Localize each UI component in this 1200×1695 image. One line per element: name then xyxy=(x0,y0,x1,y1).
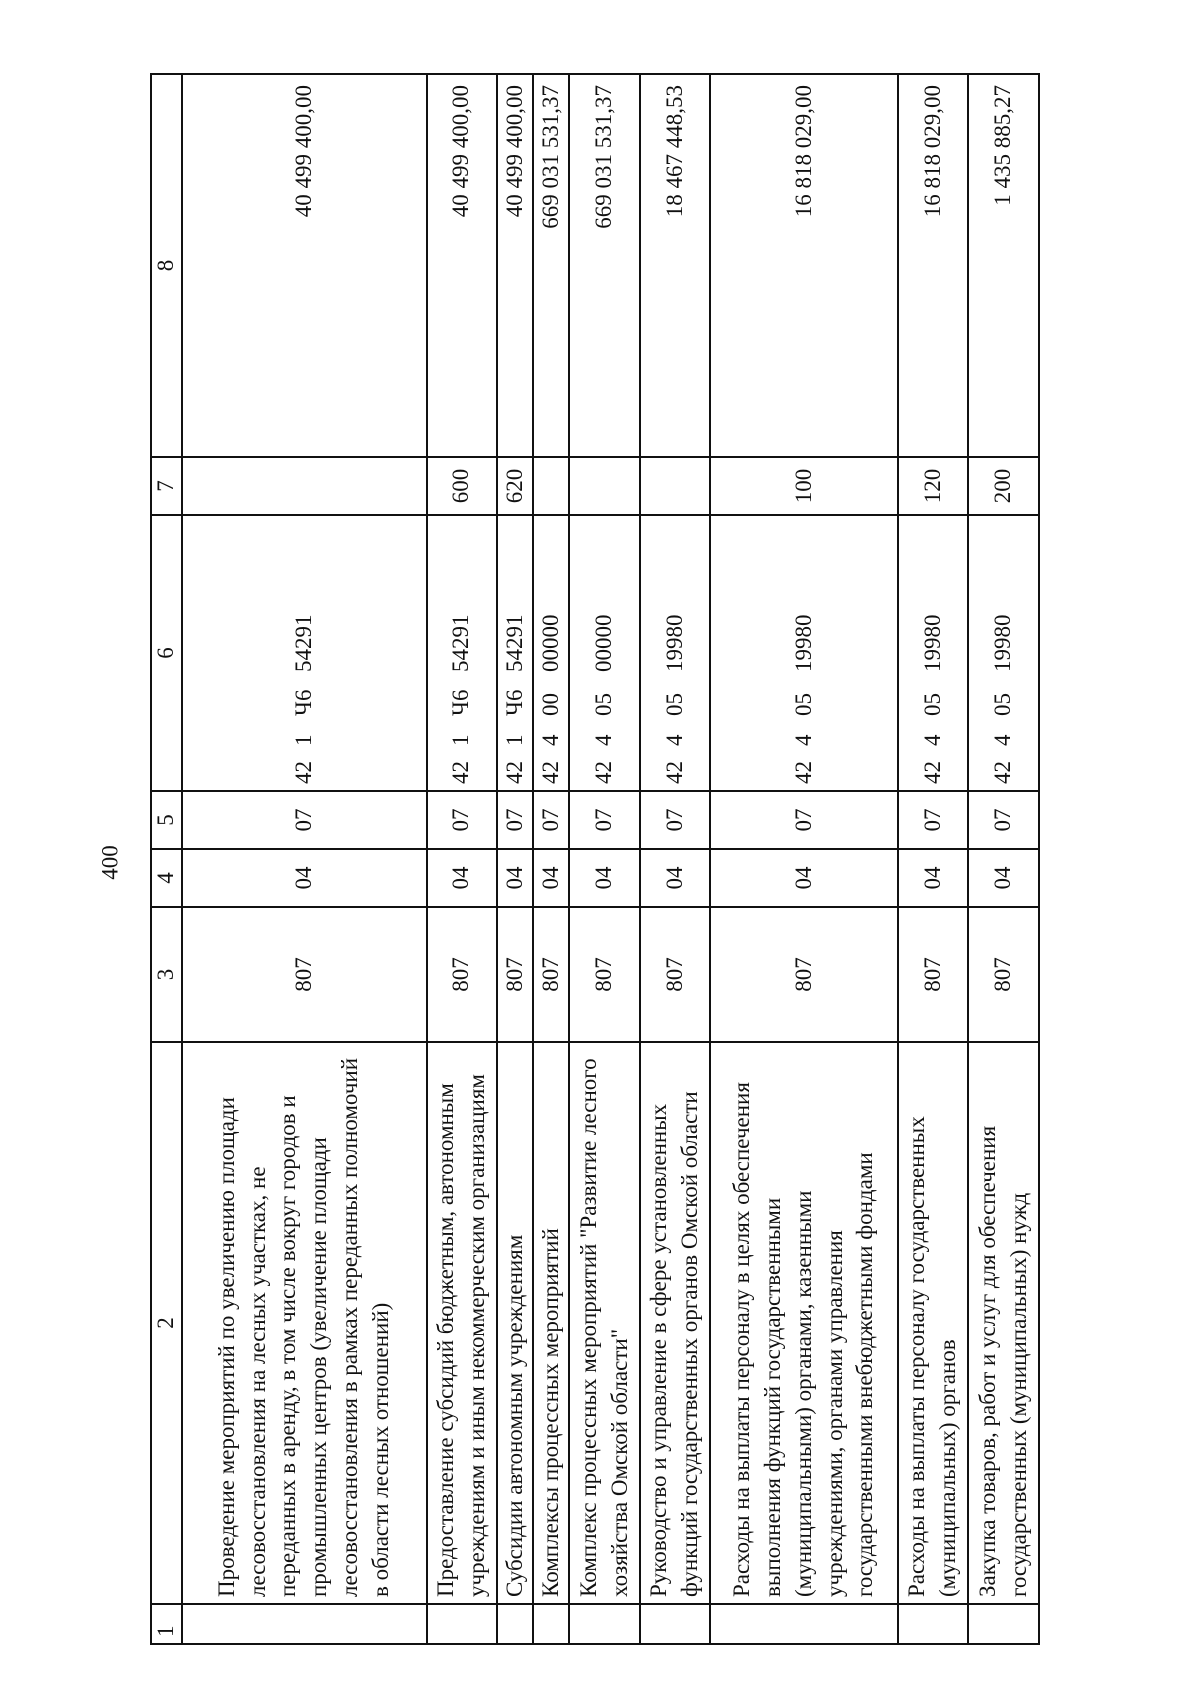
target-article-cell xyxy=(710,515,897,791)
code-part: 05 xyxy=(661,693,687,716)
table-row xyxy=(569,74,640,1644)
ministry-code-cell: 807 xyxy=(533,907,569,1042)
section-code-cell: 04 xyxy=(182,849,427,907)
expense-type-cell xyxy=(533,457,569,515)
page-number: 400 xyxy=(97,845,123,880)
amount-cell: 40 499 400,00 xyxy=(497,74,533,457)
description-cell: Расходы на выплаты персоналу государственных (муниципальных) органов xyxy=(898,1042,969,1604)
row-number-cell xyxy=(427,1604,498,1644)
code-part: 4 xyxy=(990,734,1016,746)
row-number-cell xyxy=(968,1604,1039,1644)
code-part: 4 xyxy=(661,734,687,746)
code-part: 1 xyxy=(290,734,316,746)
row-number-cell xyxy=(533,1604,569,1644)
header-cell: 7 xyxy=(151,457,182,515)
code-part: 00 xyxy=(537,693,563,716)
table-row xyxy=(710,74,897,1644)
amount-cell: 669 031 531,37 xyxy=(533,74,569,457)
subsection-code-cell: 07 xyxy=(497,791,533,849)
code-part: 54291 xyxy=(448,614,474,672)
description-cell: Субсидии автономным учреждениям xyxy=(497,1042,533,1604)
target-article-cell xyxy=(968,515,1039,791)
code-part: 42 xyxy=(990,761,1016,784)
header-cell: 1 xyxy=(151,1604,182,1644)
header-cell: 3 xyxy=(151,907,182,1042)
row-number-cell xyxy=(497,1604,533,1644)
budget-table xyxy=(150,73,1040,1645)
code-part: 4 xyxy=(591,734,617,746)
ministry-code-cell: 807 xyxy=(640,907,711,1042)
section-code-cell: 04 xyxy=(710,849,897,907)
code-part: 54291 xyxy=(501,614,527,672)
header-cell: 4 xyxy=(151,849,182,907)
code-part: 4 xyxy=(790,734,816,746)
table-row xyxy=(427,74,498,1644)
section-code-cell: 04 xyxy=(640,849,711,907)
description-cell: Комплекс процессных мероприятий "Развитие лесного хозяйства Омской области" xyxy=(569,1042,640,1604)
row-number-cell xyxy=(898,1604,969,1644)
code-part: 05 xyxy=(591,693,617,716)
code-part: 05 xyxy=(790,693,816,716)
code-part: 1 xyxy=(448,734,474,746)
header-cell: 2 xyxy=(151,1042,182,1604)
amount-cell: 40 499 400,00 xyxy=(427,74,498,457)
description-cell: Руководство и управление в сфере установленных функций государственных органов Омской области xyxy=(640,1042,711,1604)
subsection-code-cell: 07 xyxy=(898,791,969,849)
expense-type-cell xyxy=(182,457,427,515)
subsection-code-cell: 07 xyxy=(640,791,711,849)
section-code-cell: 04 xyxy=(898,849,969,907)
subsection-code-cell: 07 xyxy=(710,791,897,849)
code-part: 1 xyxy=(501,734,527,746)
code-part: 42 xyxy=(591,761,617,784)
amount-cell: 669 031 531,37 xyxy=(569,74,640,457)
expense-type-cell: 120 xyxy=(898,457,969,515)
ministry-code-cell: 807 xyxy=(569,907,640,1042)
target-article-cell xyxy=(427,515,498,791)
row-number-cell xyxy=(710,1604,897,1644)
expense-type-cell: 600 xyxy=(427,457,498,515)
table-row xyxy=(640,74,711,1644)
code-part: 54291 xyxy=(290,614,316,672)
amount-cell: 1 435 885,27 xyxy=(968,74,1039,457)
code-part: 4 xyxy=(919,734,945,746)
code-part: 42 xyxy=(501,761,527,784)
code-part: 19980 xyxy=(790,614,816,672)
target-article-cell xyxy=(569,515,640,791)
expense-type-cell xyxy=(640,457,711,515)
amount-cell: 18 467 448,53 xyxy=(640,74,711,457)
code-part: 42 xyxy=(448,761,474,784)
subsection-code-cell: 07 xyxy=(427,791,498,849)
ministry-code-cell: 807 xyxy=(968,907,1039,1042)
table-row xyxy=(182,74,427,1644)
code-part: Ч6 xyxy=(290,689,316,716)
ministry-code-cell: 807 xyxy=(427,907,498,1042)
target-article-cell xyxy=(640,515,711,791)
description-cell: Расходы на выплаты персоналу в целях обеспечения выполнения функций государственными (муниципальными) органами, казенными учреждениями, органами управления государственными внебюджетными фондами xyxy=(710,1042,897,1604)
ministry-code-cell: 807 xyxy=(710,907,897,1042)
subsection-code-cell: 07 xyxy=(533,791,569,849)
section-code-cell: 04 xyxy=(427,849,498,907)
section-code-cell: 04 xyxy=(968,849,1039,907)
budget-table-container xyxy=(150,75,1040,1645)
section-code-cell: 04 xyxy=(569,849,640,907)
amount-cell: 40 499 400,00 xyxy=(182,74,427,457)
code-part: 19980 xyxy=(990,614,1016,672)
subsection-code-cell: 07 xyxy=(182,791,427,849)
code-part: 42 xyxy=(290,761,316,784)
target-article-cell xyxy=(898,515,969,791)
code-part: 42 xyxy=(661,761,687,784)
description-cell: Комплексы процессных мероприятий xyxy=(533,1042,569,1604)
row-number-cell xyxy=(569,1604,640,1644)
description-cell: Закупка товаров, работ и услуг для обеспечения государственных (муниципальных) нужд xyxy=(968,1042,1039,1604)
amount-cell: 16 818 029,00 xyxy=(710,74,897,457)
ministry-code-cell: 807 xyxy=(182,907,427,1042)
subsection-code-cell: 07 xyxy=(569,791,640,849)
section-code-cell: 04 xyxy=(497,849,533,907)
table-row xyxy=(533,74,569,1644)
expense-type-cell xyxy=(569,457,640,515)
description-cell: Предоставление субсидий бюджетным, автономным учреждениям и иным некоммерческим организациям xyxy=(427,1042,498,1604)
header-cell: 6 xyxy=(151,515,182,791)
amount-cell: 16 818 029,00 xyxy=(898,74,969,457)
expense-type-cell: 200 xyxy=(968,457,1039,515)
target-article-cell xyxy=(533,515,569,791)
header-row xyxy=(151,74,182,1644)
subsection-code-cell: 07 xyxy=(968,791,1039,849)
row-number-cell xyxy=(640,1604,711,1644)
code-part: 05 xyxy=(990,693,1016,716)
code-part: 19980 xyxy=(919,614,945,672)
code-part: 42 xyxy=(790,761,816,784)
code-part: Ч6 xyxy=(501,689,527,716)
header-cell: 5 xyxy=(151,791,182,849)
code-part: 42 xyxy=(537,761,563,784)
expense-type-cell: 620 xyxy=(497,457,533,515)
code-part: 00000 xyxy=(591,614,617,672)
target-article-cell xyxy=(182,515,427,791)
code-part: Ч6 xyxy=(448,689,474,716)
code-part: 4 xyxy=(537,734,563,746)
table-row xyxy=(898,74,969,1644)
table-row xyxy=(968,74,1039,1644)
code-part: 05 xyxy=(919,693,945,716)
description-cell: Проведение мероприятий по увеличению площади лесовосстановления на лесных участках, не переданных в аренду, в том числе вокруг городов и промышленных центров (увеличение площади лесовосстановления в рамках переданных полномочий в области лесных отношений) xyxy=(182,1042,427,1604)
code-part: 42 xyxy=(919,761,945,784)
ministry-code-cell: 807 xyxy=(898,907,969,1042)
table-row xyxy=(497,74,533,1644)
code-part: 19980 xyxy=(661,614,687,672)
target-article-cell xyxy=(497,515,533,791)
section-code-cell: 04 xyxy=(533,849,569,907)
expense-type-cell: 100 xyxy=(710,457,897,515)
ministry-code-cell: 807 xyxy=(497,907,533,1042)
code-part: 00000 xyxy=(537,614,563,672)
row-number-cell xyxy=(182,1604,427,1644)
header-cell: 8 xyxy=(151,74,182,457)
